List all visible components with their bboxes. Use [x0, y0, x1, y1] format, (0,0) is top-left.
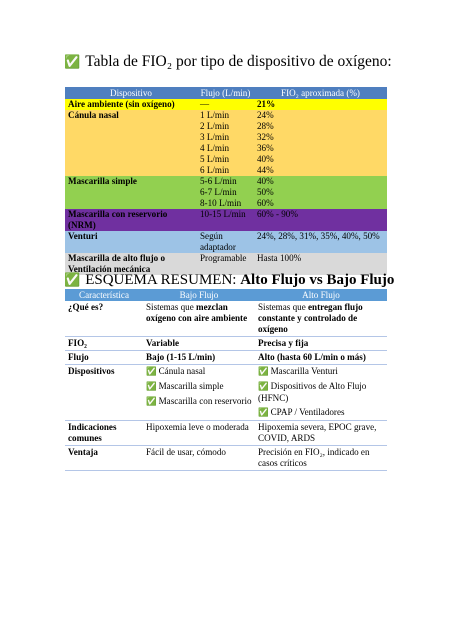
device-name: Dispositivos de Alto Flujo (HFNC) [258, 381, 367, 403]
table1-header-flow: Flujo (L/min) [197, 87, 254, 99]
flow-comparison-table [65, 289, 387, 471]
high-cell: Hipoxemia severa, EPOC grave, COVID, ARDS [255, 421, 387, 446]
table2-header-high: Alto Flujo [255, 289, 387, 301]
feature-cell: ¿Qué es? [65, 301, 143, 337]
feature-cell: FIO₂ [65, 337, 143, 351]
flow-line: 8-10 L/min [200, 198, 242, 208]
list-item [258, 381, 384, 404]
high-cell: Alto (hasta 60 L/min o más) [255, 351, 387, 365]
fio2-line: 40% [257, 176, 274, 186]
low-text: Sistemas que [146, 302, 197, 312]
low-cell: Hipoxemia leve o moderada [143, 421, 255, 446]
section1-title-suffix: por tipo de dispositivo de oxígeno: [172, 53, 392, 70]
table-row [65, 351, 387, 365]
device-name: Mascarilla simple [158, 381, 224, 391]
flow-cell [197, 110, 254, 176]
fio2-line: 24% [257, 110, 274, 120]
check-mark-icon: ✅ [146, 397, 157, 407]
flow-line: 4 L/min [200, 143, 230, 153]
fio2-cell: 60% - 90% [254, 209, 387, 231]
flow-cell: — [197, 99, 254, 110]
table2-header-low: Bajo Flujo [143, 289, 255, 301]
flow-line: 5-6 L/min [200, 176, 237, 186]
table1-header-fio2: FIO₂ aproximada (%) [254, 87, 387, 99]
table-row [65, 301, 387, 337]
flow-line: 6-7 L/min [200, 187, 237, 197]
check-mark-icon: ✅ [258, 367, 269, 377]
fio2-line: 28% [257, 121, 274, 131]
flow-line: 1 L/min [200, 110, 230, 120]
high-cell [255, 301, 387, 337]
table-row [65, 99, 387, 110]
check-mark-icon: ✅ [64, 55, 81, 70]
flow-line: 6 L/min [200, 165, 230, 175]
table-row [65, 421, 387, 446]
low-cell [143, 301, 255, 337]
fio2-line: 40% [257, 154, 274, 164]
low-cell: Bajo (1-15 L/min) [143, 351, 255, 365]
device-cell: Aire ambiente (sin oxígeno) [65, 99, 197, 110]
device-cell: Cánula nasal [65, 110, 197, 176]
flow-cell: 10-15 L/min [197, 209, 254, 231]
check-mark-icon: ✅ [146, 382, 157, 392]
fio2-cell [254, 110, 387, 176]
device-cell: Mascarilla con reservorio (NRM) [65, 209, 197, 231]
table-row [65, 176, 387, 209]
section1-title-sub: ₂ [166, 53, 173, 70]
high-cell: Precisión en FIO₂, indicado en casos críticos [255, 446, 387, 471]
feature-cell: Indicaciones comunes [65, 421, 143, 446]
low-cell: Variable [143, 337, 255, 351]
section1-title-prefix: Tabla de FIO [85, 53, 167, 70]
fio2-cell: 24%, 28%, 31%, 35%, 40%, 50% [254, 231, 387, 253]
fio2-line: 36% [257, 143, 274, 153]
section1-title [64, 53, 392, 71]
feature-cell: Ventaja [65, 446, 143, 471]
section2-title-bold: Alto Flujo vs Bajo Flujo [240, 272, 395, 288]
low-cell [143, 365, 255, 421]
fio2-line: 44% [257, 165, 274, 175]
flow-cell: Programable [197, 253, 254, 275]
flow-cell: Según adaptador [197, 231, 254, 253]
low-cell: Fácil de usar, cómodo [143, 446, 255, 471]
high-cell: Precisa y fija [255, 337, 387, 351]
fio2-line: 32% [257, 132, 274, 142]
section2-title-plain: ESQUEMA RESUMEN: [85, 272, 241, 288]
table-row [65, 365, 387, 421]
table-row [65, 209, 387, 231]
feature-cell: Flujo [65, 351, 143, 365]
table1-header-device: Dispositivo [65, 87, 197, 99]
table1-header-row [65, 87, 387, 99]
fio2-cell: Hasta 100% [254, 253, 387, 275]
table2-header-feature: Característica [65, 289, 143, 301]
list-item [146, 381, 252, 393]
section2-title [64, 272, 394, 289]
feature-cell: Dispositivos [65, 365, 143, 421]
low-text-bold: mezclan oxígeno con aire ambiente [146, 302, 248, 323]
table-row [65, 110, 387, 176]
list-item [146, 396, 252, 408]
flow-line: 2 L/min [200, 121, 230, 131]
high-text: Sistemas que [258, 302, 309, 312]
device-cell: Mascarilla de alto flujo o Ventilación mecánica [65, 253, 197, 275]
device-name: Mascarilla Venturi [270, 366, 338, 376]
device-cell: Mascarilla simple [65, 176, 197, 209]
fio2-line: 50% [257, 187, 274, 197]
flow-line: 5 L/min [200, 154, 230, 164]
high-cell [255, 365, 387, 421]
list-item [146, 366, 252, 378]
flow-line: 3 L/min [200, 132, 230, 142]
check-mark-icon: ✅ [64, 273, 81, 288]
device-name: Cánula nasal [158, 366, 206, 376]
fio2-device-table [65, 87, 387, 275]
check-mark-icon: ✅ [258, 408, 269, 418]
high-text-bold: entregan flujo constante y controlado de oxígeno [258, 302, 363, 334]
fio2-cell: 21% [254, 99, 387, 110]
table-row [65, 337, 387, 351]
device-name: CPAP / Ventiladores [270, 407, 345, 417]
fio2-cell [254, 176, 387, 209]
fio2-line: 60% [257, 198, 274, 208]
device-name: Mascarilla con reservorio [158, 396, 252, 406]
table-row [65, 446, 387, 471]
device-cell: Venturi [65, 231, 197, 253]
check-mark-icon: ✅ [146, 367, 157, 377]
table-row [65, 231, 387, 253]
list-item [258, 366, 384, 378]
list-item [258, 407, 384, 419]
flow-cell [197, 176, 254, 209]
check-mark-icon: ✅ [258, 382, 269, 392]
table2-header-row [65, 289, 387, 301]
